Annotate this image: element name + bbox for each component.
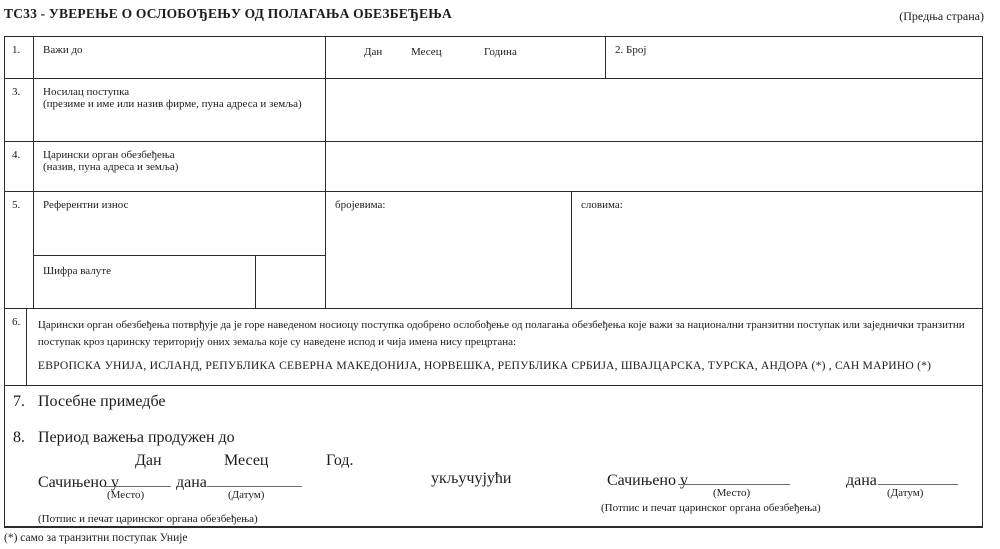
year-label: Година — [484, 46, 517, 58]
reference-amount-label: Референтни износ — [43, 199, 129, 211]
reference-amount-cell — [34, 192, 326, 308]
procedure-holder-sublabel: (презиме и име или назив фирме, пуна адреса и земља) — [43, 98, 302, 110]
item-number-5: 5. — [5, 192, 34, 308]
signature-block-left — [35, 474, 325, 529]
customs-office-label-cell — [34, 142, 326, 191]
place-caption-left: (Место) — [107, 489, 145, 501]
customs-office-label: Царински орган обезбеђења — [43, 149, 175, 161]
item-number-4: 4. — [5, 142, 34, 191]
currency-code-label: Шифра валуте — [34, 256, 256, 308]
page-title: ТС33 - УВЕРЕЊЕ О ОСЛОБОЂЕЊУ ОД ПОЛАГАЊА ОБЕЗБЕЂЕЊА — [4, 6, 452, 21]
valid-until-label: Важи до — [34, 37, 326, 78]
procedure-holder-label: Носилац поступка — [43, 86, 130, 98]
customs-office-input-cell[interactable] — [326, 142, 982, 191]
valid-until-date-cell[interactable] — [326, 37, 606, 78]
day-label: Дан — [364, 46, 383, 58]
extension-day-label: Дан — [135, 452, 162, 469]
inclusive-label: укључујући — [431, 470, 512, 487]
item-number-6: 6. — [5, 309, 27, 385]
dana-label-right: дана — [846, 472, 877, 489]
row-remarks-extension — [5, 386, 982, 529]
row-certification — [5, 309, 982, 386]
currency-sub-row — [34, 255, 325, 308]
stamp-caption-right: (Потпис и печат царинског органа обезбеђења) — [601, 502, 821, 514]
amount-in-words-label: словима: — [581, 199, 623, 211]
made-in-label-right: Сачињено у — [607, 472, 688, 489]
item-number-8: 8. — [13, 429, 25, 446]
special-remarks-label: Посебне примедбе — [38, 393, 166, 410]
amount-in-words-cell[interactable] — [572, 192, 982, 308]
extension-month-label: Месец — [224, 452, 269, 469]
place-caption-right: (Место) — [713, 487, 751, 499]
extension-year-label: Год. — [326, 452, 354, 469]
certification-text: Царински орган обезбеђења потврђује да је горе наведеном носиоцу поступка одобрено ослобођење од полагања обезбеђења које важи за национални транзитни поступак или заједнички транзитни поступак кроз царинску територију оних земаља које су наведене испод и чија имена нису прецртана: — [37, 319, 965, 348]
amount-in-figures-cell[interactable] — [326, 192, 572, 308]
transit-footnote: (*) само за транзитни поступак Уније — [4, 532, 188, 544]
date-blank-left[interactable] — [207, 474, 302, 487]
procedure-holder-label-cell — [34, 79, 326, 141]
place-blank-left[interactable] — [101, 474, 171, 487]
amount-in-figures-label: бројевима: — [335, 199, 386, 211]
item-number-7: 7. — [13, 393, 25, 410]
front-side-label: (Предња страна) — [899, 9, 984, 23]
validity-extended-label: Период важења продужен до — [38, 429, 235, 446]
signature-block-right — [601, 472, 981, 527]
currency-code-input-cell[interactable] — [256, 256, 325, 308]
item-number-1: 1. — [5, 37, 34, 78]
procedure-holder-input-cell[interactable] — [326, 79, 982, 141]
row-valid-until — [5, 37, 982, 79]
customs-office-sublabel: (назив, пуна адреса и земља) — [43, 161, 179, 173]
date-caption-right: (Датум) — [887, 487, 924, 499]
month-label: Месец — [411, 46, 442, 58]
number-box[interactable]: 2. Број — [615, 44, 647, 56]
date-caption-left: (Датум) — [228, 489, 265, 501]
stamp-caption-left: (Потпис и печат царинског органа обезбеђења) — [38, 513, 258, 525]
row-customs-office — [5, 142, 982, 192]
date-blank-right[interactable] — [878, 472, 958, 485]
made-in-label-left: Сачињено у — [38, 474, 119, 491]
item-number-3: 3. — [5, 79, 34, 141]
place-blank-right[interactable] — [678, 472, 790, 485]
row-procedure-holder — [5, 79, 982, 142]
certification-cell — [27, 309, 982, 385]
dana-label-left: дана — [176, 474, 207, 491]
row-reference-amount — [5, 192, 982, 309]
countries-list: ЕВРОПСКА УНИЈА, ИСЛАНД, РЕПУБЛИКА СЕВЕРНА МАКЕДОНИЈА, НОРВЕШКА, РЕПУБЛИКА СРБИЈА, ШВАЈЦАРСКА, ТУРСКА, АНДОРА (*) , САН МАРИНО (*) — [37, 359, 932, 372]
form-table — [4, 36, 983, 528]
